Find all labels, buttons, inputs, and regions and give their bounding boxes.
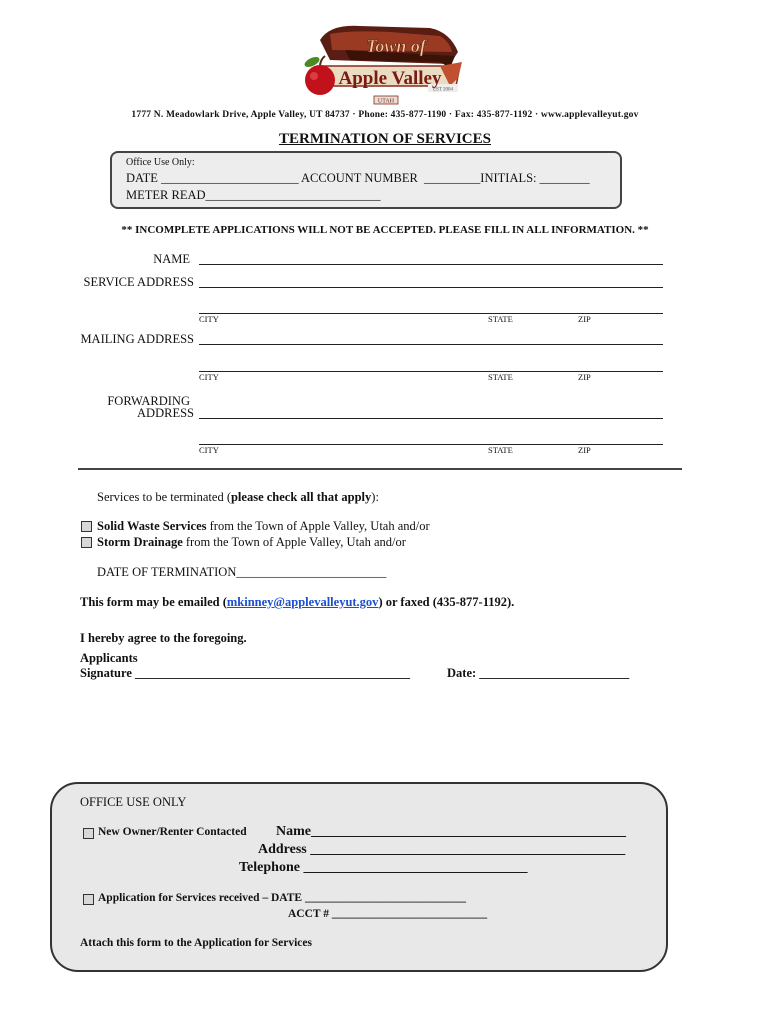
service-zip-label: ZIP (578, 314, 591, 324)
forwarding-label-2: ADDRESS (137, 406, 194, 420)
signature-date-field[interactable]: Date: ________________________ (447, 666, 630, 680)
page-title: TERMINATION OF SERVICES (278, 131, 491, 147)
service-state-label: STATE (488, 314, 513, 324)
date-of-termination-field[interactable]: DATE OF TERMINATION________________________ (97, 565, 387, 579)
service-address-field[interactable] (199, 287, 663, 288)
solid-waste-label: Solid Waste Services from the Town of Apple Valley, Utah and/or (97, 519, 430, 533)
office-use-bottom-title: OFFICE USE ONLY (80, 795, 187, 809)
forwarding-address-field[interactable] (199, 418, 663, 419)
forwarding-label-1: FORWARDING (107, 394, 190, 408)
agreement-text: I hereby agree to the foregoing. (80, 631, 247, 645)
forwarding-zip-label: ZIP (578, 445, 591, 455)
town-logo (290, 22, 465, 108)
logo-text-main: Apple Valley (338, 68, 442, 89)
office-use-box (110, 151, 622, 209)
solid-waste-checkbox[interactable] (81, 521, 92, 532)
forwarding-city-field[interactable] (199, 444, 663, 445)
forwarding-city-label: CITY (199, 445, 219, 455)
service-city-label: CITY (199, 314, 219, 324)
town-address-line: 1777 N. Meadowlark Drive, Apple Valley, UT 84737 · Phone: 435-877-1190 · Fax: 435-877-1192 · www.applevalleyut.gov (131, 110, 639, 120)
mailing-city-field[interactable] (199, 371, 663, 372)
office-use-line-1[interactable]: DATE ______________________ ACCOUNT NUMBER _________INITIALS: ________ (126, 171, 590, 185)
app-received-checkbox[interactable] (83, 894, 94, 905)
new-owner-label: New Owner/Renter Contacted (98, 826, 247, 838)
mailing-zip-label: ZIP (578, 372, 591, 382)
office-address-field[interactable]: Address _____________________________________________ (258, 842, 626, 857)
mailing-address-label: MAILING ADDRESS (80, 332, 194, 346)
name-label: NAME (153, 252, 190, 266)
services-intro: Services to be terminated (please check all that apply): (97, 490, 379, 504)
office-use-bottom-box (50, 782, 668, 972)
mailing-city-label: CITY (199, 372, 219, 382)
incomplete-warning: ** INCOMPLETE APPLICATIONS WILL NOT BE ACCEPTED. PLEASE FILL IN ALL INFORMATION. ** (121, 224, 649, 236)
app-received-field[interactable]: Application for Services received – DATE ____________________________ (98, 892, 466, 904)
office-name-field[interactable]: Name_____________________________________________ (276, 824, 626, 839)
service-address-label: SERVICE ADDRESS (83, 275, 194, 289)
storm-drainage-checkbox[interactable] (81, 537, 92, 548)
logo-text-top: Town of (366, 36, 426, 56)
office-use-line-2[interactable]: METER READ____________________________ (126, 188, 381, 202)
name-field[interactable] (199, 264, 663, 265)
storm-drainage-label: Storm Drainage from the Town of Apple Valley, Utah and/or (97, 535, 406, 549)
section-divider (78, 468, 682, 470)
new-owner-checkbox[interactable] (83, 828, 94, 839)
acct-field[interactable]: ACCT # ___________________________ (288, 908, 488, 920)
mailing-address-field[interactable] (199, 344, 663, 345)
logo-est: EST 2004 (432, 87, 454, 93)
applicants-label: Applicants (80, 651, 138, 665)
email-instruction: This form may be emailed (mkinney@applevalleyut.gov) or faxed (435-877-1192). (80, 595, 515, 609)
service-city-field[interactable] (199, 313, 663, 314)
email-link[interactable]: mkinney@applevalleyut.gov (226, 595, 379, 609)
office-telephone-field[interactable]: Telephone ________________________________ (239, 860, 528, 875)
mailing-state-label: STATE (488, 372, 513, 382)
logo-state: UTAH (377, 98, 395, 105)
signature-field[interactable]: Signature ____________________________________________ (80, 666, 410, 680)
forwarding-state-label: STATE (488, 445, 513, 455)
attach-instruction: Attach this form to the Application for Services (80, 937, 312, 949)
office-use-label: Office Use Only: (126, 157, 195, 168)
